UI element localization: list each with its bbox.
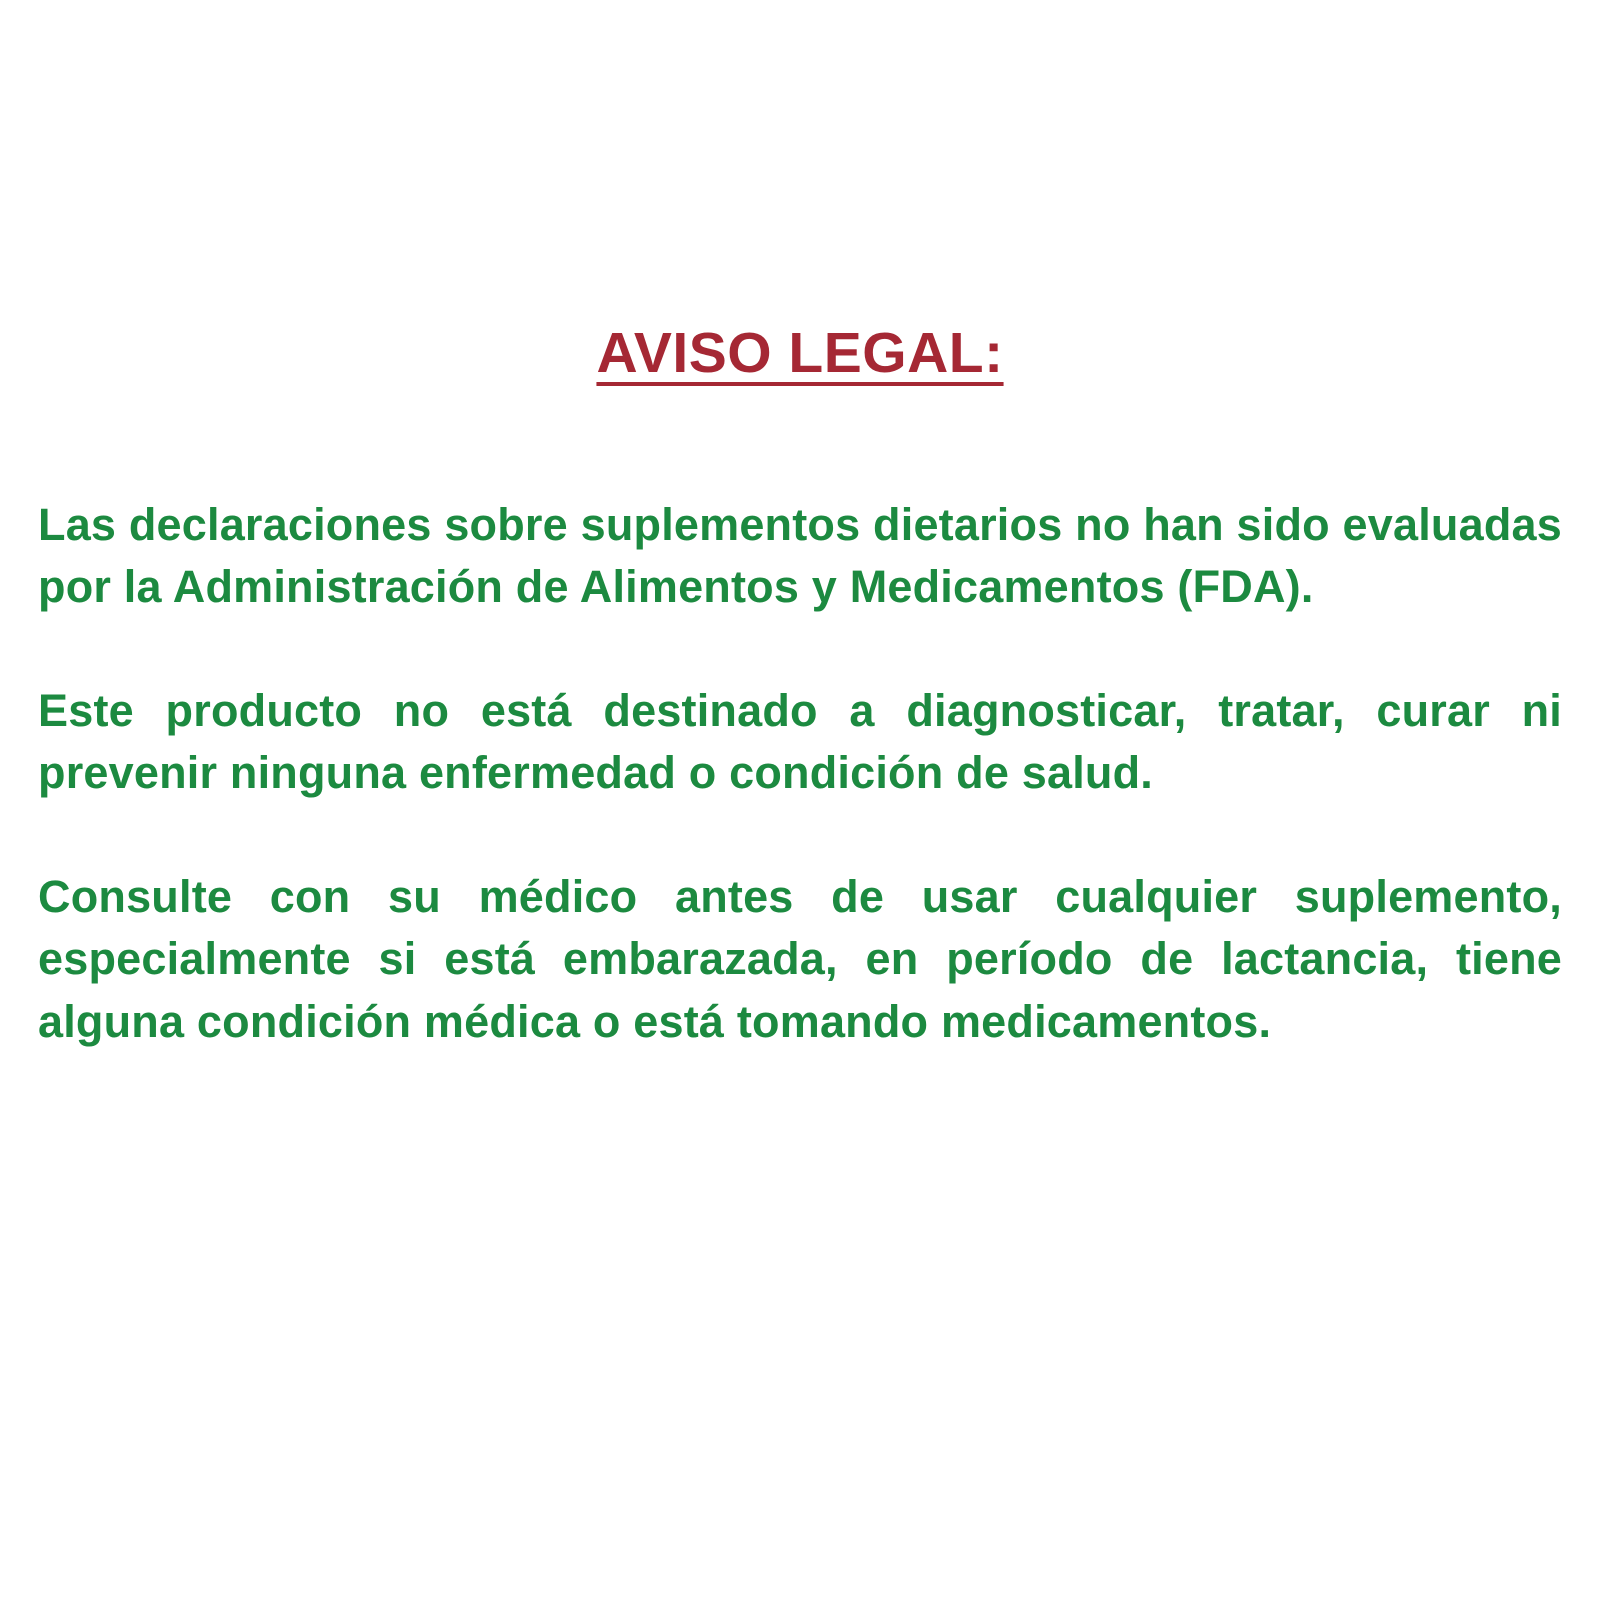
disclaimer-paragraph-consult-doctor: Consulte con su médico antes de usar cualquier suplemento, especialmente si está embarazada, en período de lactancia, tiene alguna condición médica o está tomando medicamentos. (38, 871, 1562, 1047)
disclaimer-paragraph-not-intended: Este producto no está destinado a diagnosticar, tratar, curar ni prevenir ninguna enfermedad o condición de salud. (38, 685, 1562, 799)
page-title-text: AVISO LEGAL: (596, 321, 1004, 385)
disclaimer-body (38, 494, 1562, 1053)
disclaimer-paragraph-fda: Las declaraciones sobre suplementos dietarios no han sido evaluadas por la Administración de Alimentos y Medicamentos (FDA). (38, 499, 1562, 613)
page-title (38, 0, 1562, 386)
